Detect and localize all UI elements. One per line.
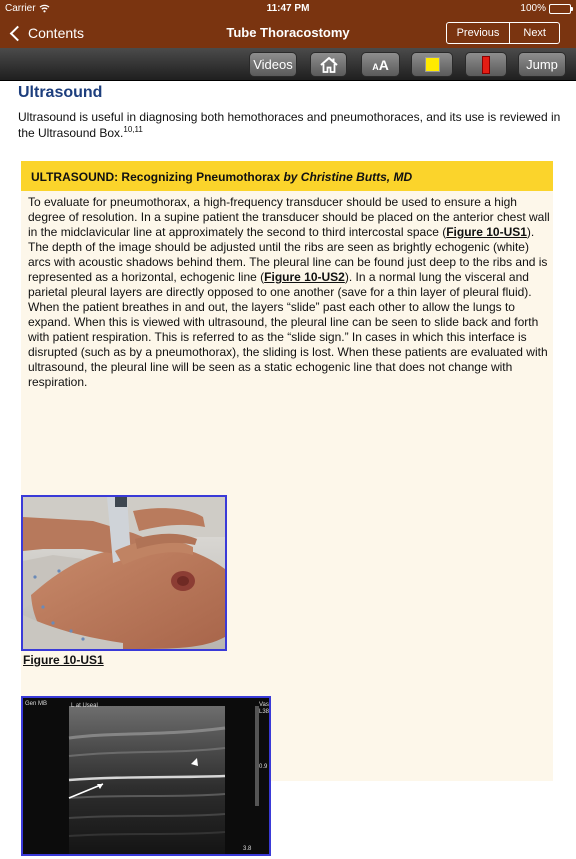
toolbar [0,48,576,81]
figure-10-us1-link[interactable]: Figure 10-US1 [446,225,527,239]
page-title: Tube Thoracostomy [226,25,350,40]
ultrasound-side-label-3: 0.9 [259,764,268,770]
next-button[interactable]: Next [509,23,559,43]
figure-10-us1-caption[interactable]: Figure 10-US1 [23,653,104,667]
ultrasound-probe-label: L at Useal [71,703,98,709]
font-size-icon [372,57,389,73]
box-author: by Christine Butts, MD [283,170,413,184]
bookmark-flag-button[interactable] [465,52,507,77]
status-time: 11:47 PM [266,3,310,14]
box-paragraph [28,195,550,390]
box-header [21,161,553,191]
box-text-part-2: ). The depth of the image should be adjusted until the ribs are seen as brightly echogenic (white) arcs with acoustic shadows behind them. The pleural line can be found just deep to the ribs and is represented as a horizontal, echogenic line ( [28,225,548,284]
ultrasound-box [21,161,553,852]
prev-next-control [446,22,560,44]
font-size-small-glyph: A [372,61,379,72]
videos-button[interactable]: Videos [249,52,297,77]
jump-button[interactable]: Jump [518,52,566,77]
intro-references[interactable]: 10,11 [123,125,143,134]
intro-text: Ultrasound is useful in diagnosing both hemothoraces and pneumothoraces, and its use is reviewed in the Ultrasound Box. [18,110,561,140]
box-title: ULTRASOUND: Recognizing Pneumothorax [31,170,281,184]
content-area[interactable] [0,81,576,852]
ultrasound-preset-label: Gen MB [25,701,48,707]
highlight-button[interactable] [411,52,453,77]
battery-indicator [520,3,571,14]
ultrasound-depth-label: 3.8 [243,846,252,852]
status-bar [0,0,576,18]
figure-10-us2-link[interactable]: Figure 10-US2 [264,270,345,284]
transducer-photo [23,497,225,649]
home-button[interactable] [310,52,347,77]
previous-button[interactable]: Previous [456,27,500,39]
box-text-part-3: ). In a normal lung the visceral and parietal pleural layers are directly opposed to one another (save for a thin layer of pleural fluid). When the patient breathes in and out, the layers “slide” past each other to allow the lungs to expand. When this is viewed with ultrasound, the pleural line can be seen to slide back and forth with patient respiration. This is referred to as the “slide sign.” In cases in which this interface is disrupted (such as by a pneumothorax), the sliding is lost. When these patients are evaluated with ultrasound, the pleural line will be seen as a static echogenic line that does not change with respiration. [28,270,548,389]
ultrasound-scan [23,698,269,854]
figure-10-us2-image[interactable] [21,696,271,856]
red-flag-icon [482,56,490,74]
yellow-highlight-icon [425,57,440,72]
font-size-big-glyph: A [378,56,389,73]
navigation-bar [0,18,576,48]
battery-icon [549,4,571,14]
intro-paragraph [18,109,563,141]
box-text-part-1: To evaluate for pneumothorax, a high-frequency transducer should be used to ensure a high degree of resolution. In a supine patient the transducer should be placed on the anterior chest wall in the midclavicular line at approximately the second to third intercostal space ( [28,195,550,239]
figure-10-us1-image[interactable] [21,495,227,651]
back-button-label: Contents [28,25,85,41]
home-icon [319,56,339,74]
section-heading: Ultrasound [18,84,103,101]
battery-percent: 100% [520,3,546,14]
carrier-label: Carrier [5,3,36,14]
ultrasound-side-label-1: Vas [259,702,269,708]
ultrasound-side-label-2: L38 [259,709,270,715]
font-size-button[interactable] [361,52,400,77]
